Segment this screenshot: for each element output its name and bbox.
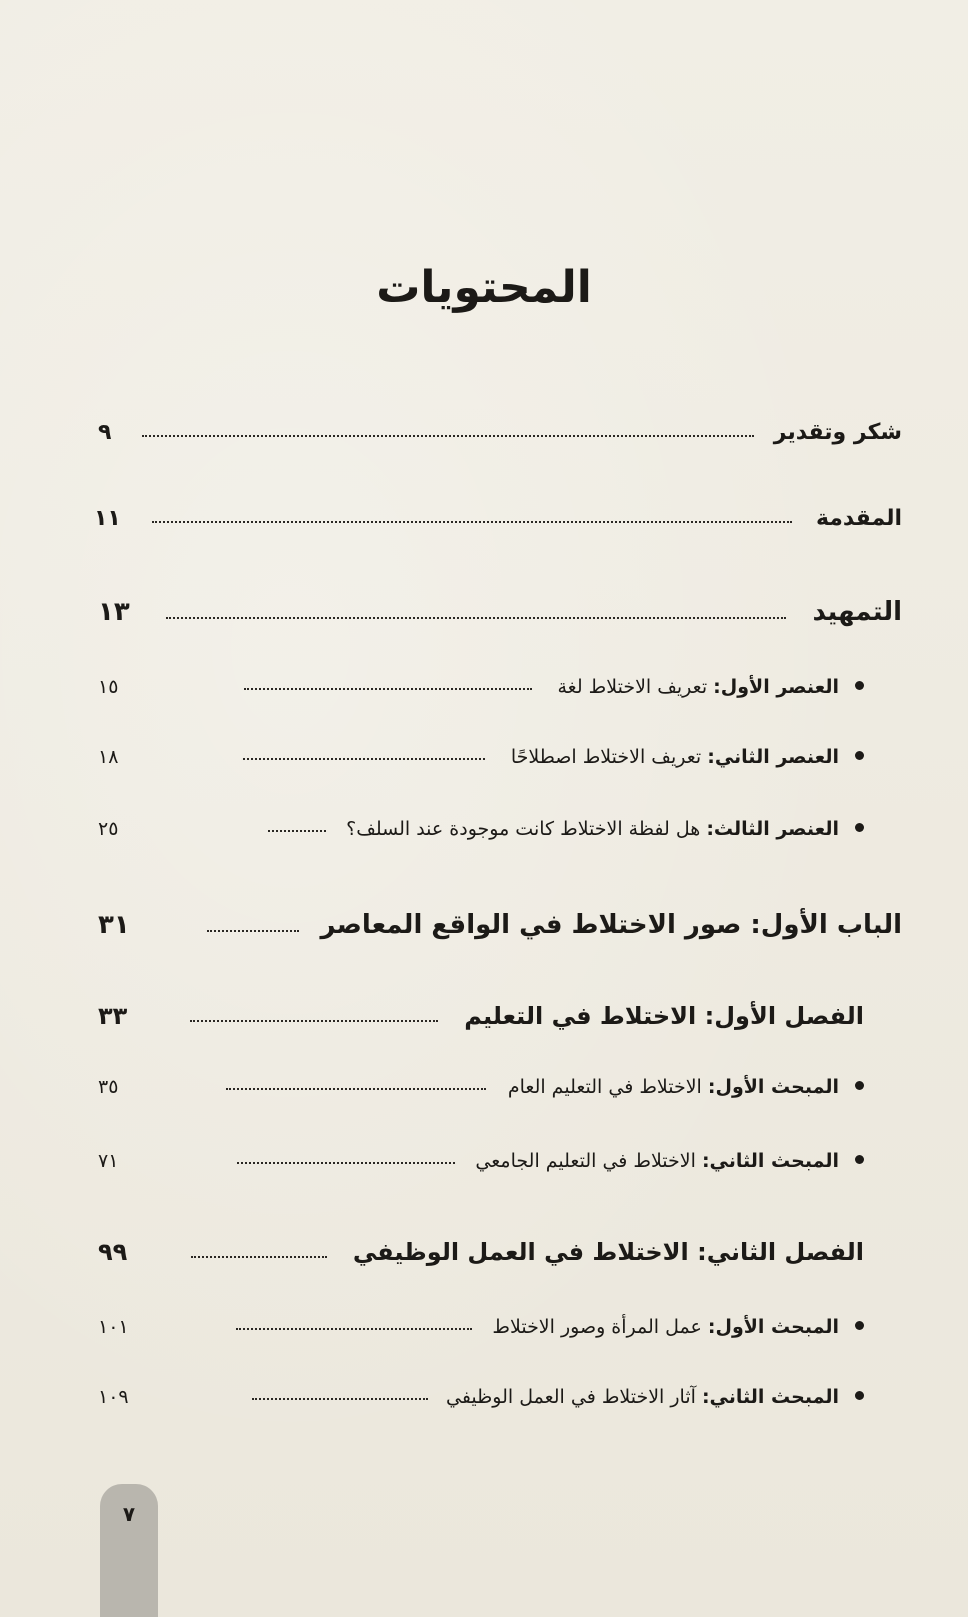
dot-leader [191,1256,327,1258]
toc-entry-page: ٣٣ [98,1002,128,1030]
page-number: ٧ [122,1502,136,1526]
dot-leader [207,930,299,932]
page-number-tab [100,1484,158,1617]
toc-entry-page: ١٨ [98,746,119,768]
dot-leader [236,1328,472,1330]
toc-entry-page: ١٠١ [98,1316,129,1338]
toc-entry-page: ١١ [93,506,121,531]
dot-leader [237,1162,455,1164]
bullet-icon [855,1155,864,1164]
bullet-icon [855,681,864,690]
toc-entry-chapter-2 [98,1238,864,1266]
toc-entry-label: العنصر الثاني: تعريف الاختلاط اصطلاحًا [511,746,864,768]
toc-entry-element-3 [98,818,864,840]
toc-entry-label: المبحث الأول: عمل المرأة وصور الاختلاط [492,1316,864,1338]
toc-entry-section-1-2 [98,1150,864,1172]
dot-leader [190,1020,438,1022]
dot-leader [268,830,326,832]
toc-entry-page: ٣١ [98,910,130,940]
toc-entry-page: ٩ [98,420,112,445]
toc-entry-part-1 [98,910,902,940]
bullet-icon [855,1391,864,1400]
toc-entry-label: المبحث الثاني: الاختلاط في التعليم الجامعي [475,1150,864,1172]
toc-entry-page: ٢٥ [98,818,119,840]
toc-entry-label: التمهيد [812,597,902,627]
dot-leader [243,758,485,760]
toc-entry-label: المقدمة [815,506,902,531]
toc-entry-page: ١٠٩ [98,1386,129,1408]
toc-entry-label: الفصل الأول: الاختلاط في التعليم [464,1002,864,1030]
bullet-icon [855,751,864,760]
toc-entry-label: الفصل الثاني: الاختلاط في العمل الوظيفي [352,1238,864,1266]
bullet-icon [855,1321,864,1330]
dot-leader [142,435,754,437]
toc-entry-page: ١٣ [98,597,130,627]
toc-entry-section-1-1 [98,1076,864,1098]
dot-leader [152,521,792,523]
toc-entry-label: الباب الأول: صور الاختلاط في الواقع المعاصر [320,910,902,940]
toc-entry-section-2-1 [98,1316,864,1338]
dot-leader [244,688,532,690]
toc-entry-page: ١٥ [98,676,119,698]
dot-leader [252,1398,428,1400]
toc-entry-label: المبحث الأول: الاختلاط في التعليم العام [508,1076,864,1098]
toc-entry-element-1 [98,676,864,698]
toc-entry-label: العنصر الأول: تعريف الاختلاط لغة [558,676,865,698]
toc-entry-introduction [93,506,902,531]
page-title: المحتويات [376,262,592,313]
toc-entry-label: المبحث الثاني: آثار الاختلاط في العمل الوظيفي [446,1386,864,1408]
toc-entry-page: ٧١ [98,1150,119,1172]
bullet-icon [855,823,864,832]
toc-entry-section-2-2 [98,1386,864,1408]
toc-entry-acknowledgements [98,420,902,445]
toc-entry-chapter-1 [98,1002,864,1030]
toc-entry-label: شكر وتقدير [773,420,902,445]
dot-leader [166,617,786,619]
toc-entry-label: العنصر الثالث: هل لفظة الاختلاط كانت موجودة عند السلف؟ [346,818,864,840]
toc-entry-preface [98,597,902,627]
toc-entry-element-2 [98,746,864,768]
dot-leader [226,1088,486,1090]
toc-entry-page: ٩٩ [98,1238,128,1266]
bullet-icon [855,1081,864,1090]
toc-entry-page: ٣٥ [98,1076,119,1098]
